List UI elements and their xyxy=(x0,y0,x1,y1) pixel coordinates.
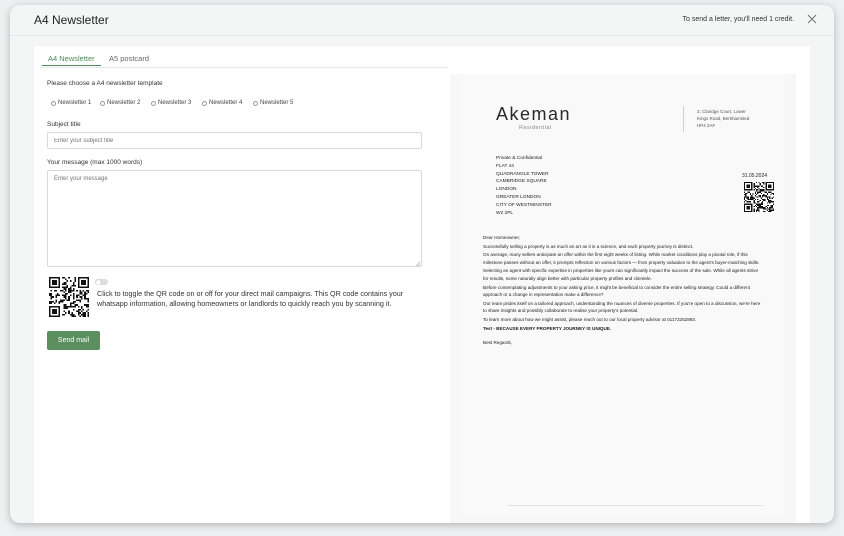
letter-body xyxy=(483,234,763,348)
tab-a5-postcard[interactable]: A5 postcard xyxy=(109,54,150,63)
company-address-line: 3, Claridge Court, Lower xyxy=(697,109,746,114)
letter-paragraph: Our team prides itself on a tailored approach, understanding the nuances of diverse properties. If you're open to a discussion, we're here to share insights and possibly collaborate to realise your property's potential. xyxy=(483,300,761,314)
recipient-line: W2 2PL xyxy=(496,210,514,216)
recipient-line: CAMBRIDGE SQUARE xyxy=(496,179,547,185)
template-option-5[interactable] xyxy=(253,98,293,108)
letter-salutation: Dear Homeowner, xyxy=(483,235,521,240)
message-textarea[interactable] xyxy=(47,170,422,267)
template-option-1[interactable] xyxy=(51,98,91,108)
template-option-label: Newsletter 3 xyxy=(158,100,192,106)
template-label: Please choose a A4 newsletter template xyxy=(47,80,163,87)
modal-header xyxy=(10,5,834,36)
credit-note: To send a letter, you'll need 1 credit. xyxy=(682,16,794,23)
template-option-label: Newsletter 2 xyxy=(107,100,141,106)
letter-paragraph: Before contemplating adjustments to your asking price, it might be beneficial to consider the entire selling strategy. Could a different approach or a change in representation make a difference? xyxy=(483,284,750,298)
subject-label: Subject title xyxy=(47,121,81,128)
letter-preview xyxy=(462,74,784,514)
radio-icon[interactable] xyxy=(51,101,56,106)
letter-tagline: Test - BECAUSE EVERY PROPERTY JOURNEY IS UNIQUE. xyxy=(483,325,612,331)
tabs-divider xyxy=(40,67,448,68)
company-address xyxy=(697,108,749,129)
modal-body xyxy=(34,46,810,523)
tab-a4-newsletter[interactable]: A4 Newsletter xyxy=(42,52,101,66)
letter-qr-code xyxy=(744,182,774,212)
template-option-3[interactable] xyxy=(151,98,191,108)
qr-toggle[interactable] xyxy=(95,279,108,285)
company-address-line: HP4 2AF xyxy=(697,123,716,128)
template-option-label: Newsletter 4 xyxy=(209,100,243,106)
radio-icon[interactable] xyxy=(151,101,156,106)
recipient-line: QUADRANGLE TOWER xyxy=(496,171,549,177)
radio-icon[interactable] xyxy=(253,101,258,106)
letter-signoff: Best Regards, xyxy=(483,340,513,346)
recipient-address xyxy=(496,155,552,217)
qr-description: Click to toggle the QR code on or off for your direct mail campaigns. This QR code contains your whatsapp information, allowing homeowners or landlords to quickly reach you by scanning it. xyxy=(97,289,404,308)
letter-paragraph: Selecting an agent with specific expertise in properties like yours can significantly impact the success of the sale. While all agents strive for results, some naturally align better with particular property profiles and clientele. xyxy=(483,268,758,281)
letter-paragraph: On average, many sellers anticipate an offer within the first eight weeks of listing. While market conditions play a pivotal role, if this milestone passes without an offer, it prompts reflection on various factors — from property valuation to the agent's buyer-matching skills. xyxy=(483,252,760,265)
recipient-line: LONDON xyxy=(496,187,517,193)
template-option-label: Newsletter 5 xyxy=(260,100,294,106)
radio-icon[interactable] xyxy=(100,101,105,106)
resize-grip-icon[interactable] xyxy=(415,261,421,267)
recipient-line: GREATER LONDON xyxy=(496,194,541,200)
letter-preview-panel xyxy=(450,74,796,523)
letter-paragraph: Successfully selling a property is as much an art as it is a science, and each property journey is distinct. xyxy=(483,243,694,249)
letter-footer-divider xyxy=(508,505,763,506)
subject-input[interactable] xyxy=(47,132,422,149)
close-button[interactable] xyxy=(806,13,818,25)
close-icon[interactable] xyxy=(806,13,818,25)
toggle-knob xyxy=(96,280,101,285)
company-address-line: Kings Road, Berkhamsted xyxy=(697,116,750,121)
newsletter-modal xyxy=(10,5,834,523)
whatsapp-qr-code xyxy=(49,277,89,317)
recipient-line: FLAT 44 xyxy=(496,163,514,169)
modal-title: A4 Newsletter xyxy=(34,13,109,27)
header-divider xyxy=(10,35,834,36)
template-option-label: Newsletter 1 xyxy=(58,100,92,106)
letter-date: 31.05.2024 xyxy=(742,173,768,179)
recipient-line: CITY OF WESTMINSTER xyxy=(496,202,552,208)
message-label: Your message (max 1000 words) xyxy=(47,159,143,166)
template-option-4[interactable] xyxy=(202,98,242,108)
send-mail-button[interactable]: Send mail xyxy=(47,331,100,350)
letter-paragraph: To learn more about how we might assist, please reach out to our local property advisor at 01173252893. xyxy=(483,316,697,322)
company-logo-subtext: Residential xyxy=(519,125,552,131)
radio-icon[interactable] xyxy=(202,101,207,106)
address-divider xyxy=(683,106,684,132)
company-logo: Akeman xyxy=(496,104,572,124)
template-option-2[interactable] xyxy=(100,98,140,108)
recipient-line: Private & Confidential xyxy=(496,156,543,161)
